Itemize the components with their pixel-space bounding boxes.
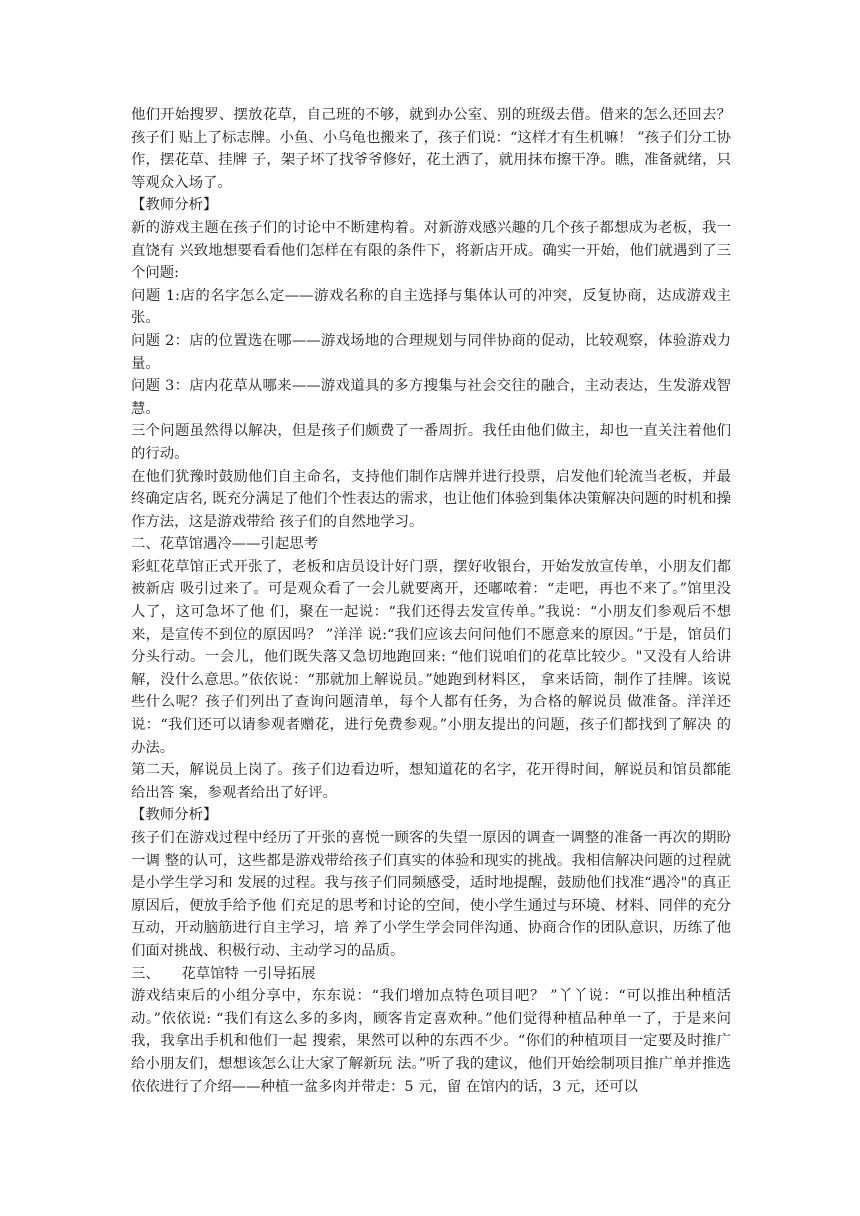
paragraph-problems-solved: 三个问题虽然得以解决，但是孩子们颇费了一番周折。我任由他们做主，却也一直关注着他们的行动。 [131,423,731,462]
paragraph-new-theme: 新的游戏主题在孩子们的讨论中不断建构着。对新游戏感兴趣的几个孩子都想成为老板，我一直饶有 兴致地想要看看他们怎样在有限的条件下，将新店开成。确实一开始，他们就遇到了三个问题: [131,219,731,282]
paragraph-opening-day: 彩虹花草馆正式开张了，老板和店员设计好门票，摆好收银台，开始发放宣传单，小朋友们都被新店 吸引过来了。可是观众看了一会儿就要离开，还嘟哝着：“走吧，再也不来了。”馆里没人了，这可急坏了他 们，聚在一起说：“我们还得去发宣传单。”我说：“小朋友们参观后不想来，是宣传不到位的原因吗？ ”洋洋 说:“我们应该去问问他们不愿意来的原因。”于是，馆员们分头行动。一会儿，他们既失落又急切地跑回来: “他们说咱们的花草比较少。"又没有人给讲解，没什么意思。”依依说：“那就加上解说员。”她跑到材料区， 拿来话筒，制作了挂牌。该说些什么呢？孩子们列出了查询问题清单，每个人都有任务，为合格的解说员 做准备。洋洋还说：“我们还可以请参观者赠花，进行免费参观。”小朋友提出的问题，孩子们都找到了解决 的办法。 [131,558,731,756]
paragraph-naming-support: 在他们犹豫时鼓励他们自主命名，支持他们制作店牌并进行投票，启发他们轮流当老板，并最终确定店名, 既充分满足了他们个性表达的需求，也让他们体验到集体决策解决问题的时机和操作方法，这是游戏带给 孩子们的自然地学习。 [131,468,731,530]
paragraph-analysis-experience: 孩子们在游戏过程中经历了开张的喜悦一顾客的失望一原因的调查一调整的准备一再次的期盼一调 整的认可，这些都是游戏带给孩子们真实的体验和现实的挑战。我相信解决问题的过程就是小学生学习和 发展的过程。我与孩子们同频感受，适时地提醒，鼓励他们找准“遇冷"的真正原因后，便放手给予他 们充足的思考和讨论的空间，使小学生通过与环境、材料、同伴的充分互动，开动脑筋进行自主学习，培 养了小学生学会同伴沟通、协商合作的团队意识，历练了他们面对挑战、积极行动、主动学习的品质。 [131,830,731,959]
paragraph-problem-3: 问题 3：店内花草从哪来——游戏道具的多方搜集与社会交往的融合，主动表达，生发游戏智慧。 [131,378,731,417]
paragraph-problem-1: 问题 1:店的名字怎么定——游戏名称的自主选择与集体认可的冲突，反复协商，达成游戏主张。 [131,287,731,327]
section-3-heading: 三、 花草馆特 一引导拓展 [131,965,316,982]
paragraph-next-day: 第二天，解说员上岗了。孩子们边看边听，想知道花的名字，花开得时间，解说员和馆员都能给出答 案，参观者给出了好评。 [131,762,731,801]
teacher-analysis-heading-2: 【教师分析】 [131,807,218,824]
teacher-analysis-heading-1: 【教师分析】 [131,197,218,214]
paragraph-sharing: 游戏结束后的小组分享中，东东说：“我们增加点特色项目吧？ ”丫丫说：“可以推出种植活动。”依依说: “我们有这么多的多肉，顾客肯定喜欢种。”他们觉得种植品种单一了，于是来问我，我拿出手机和他们一起 搜索，果然可以种的东西不少。“你们的种植项目一定要及时推广给小朋友们，想想该怎么让大家了解新玩 法。”听了我的建议，他们开始绘制项目推广单并推选依依进行了介绍——种植一盆多肉并带走：5 元，留 在馆内的话，3 元，还可以 [131,988,731,1095]
section-2-heading: 二、花草馆遇冷——引起思考 [131,536,319,553]
document-page [131,104,731,1098]
paragraph-flower-setup: 他们开始搜罗、摆放花草，自己班的不够，就到办公室、别的班级去借。借来的怎么还回去？孩子们 贴上了标志牌。小鱼、小乌龟也搬来了，孩子们说：“这样才有生机嘛！ ”孩子们分工协作，摆花草、挂牌 子，架子坏了找爷爷修好，花土洒了，就用抹布擦干净。瞧，准备就绪，只等观众入场了。 [131,107,731,191]
paragraph-problem-2: 问题 2：店的位置选在哪——游戏场地的合理规划与同伴协商的促动，比较观察，体验游戏力量。 [131,332,731,372]
